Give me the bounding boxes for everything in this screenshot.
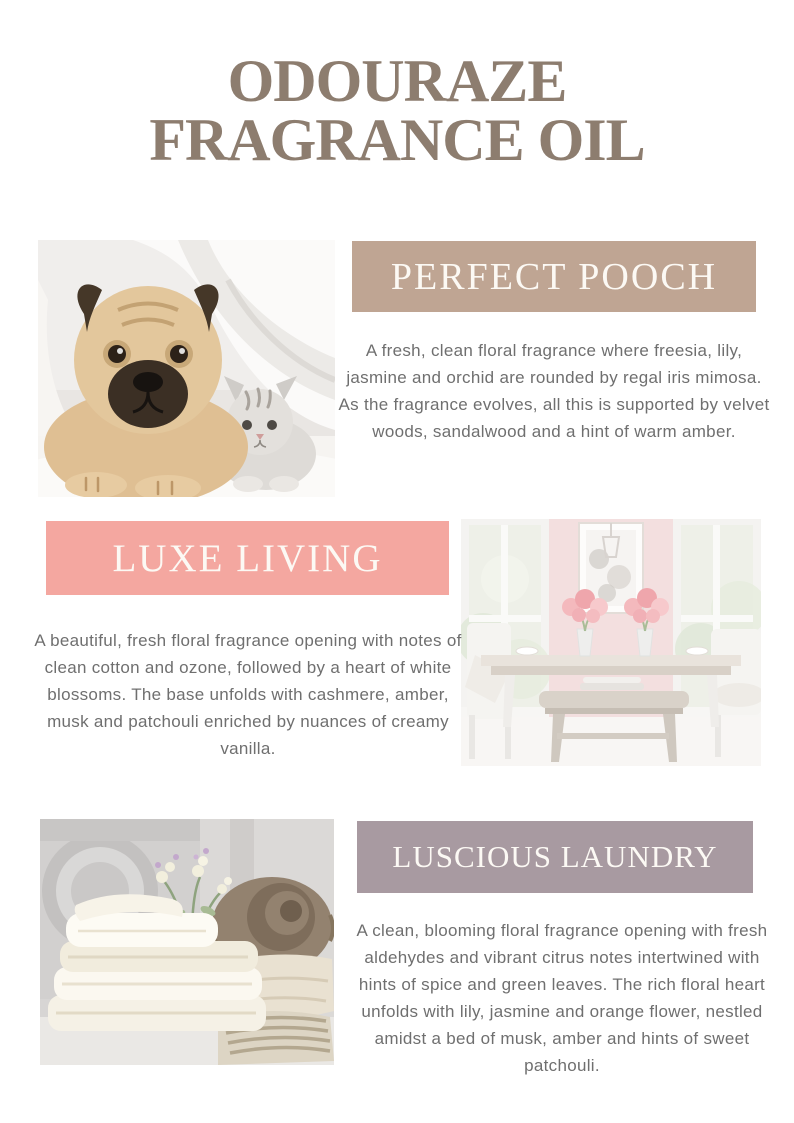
luscious-laundry-banner [357, 821, 753, 893]
perfect-pooch-description: A fresh, clean floral fragrance where freesia, lily, jasmine and orchid are rounded by regal iris mimosa. As the fragrance evolves, all this is supported by velvet woods, sandalwood and a hint of warm amber. [338, 341, 770, 441]
page-title [0, 48, 794, 173]
luxe-living-heading: LUXE LIVING [112, 536, 383, 580]
laundry-photo [40, 819, 334, 1065]
luxe-living-banner [46, 521, 449, 595]
perfect-pooch-heading: PERFECT POOCH [390, 255, 718, 298]
luscious-laundry-heading: LUSCIOUS LAUNDRY [392, 839, 718, 874]
laundry-illustration [40, 819, 334, 1065]
perfect-pooch-banner [352, 241, 756, 312]
napkin-stack [580, 677, 644, 690]
dining-room-illustration [461, 519, 761, 766]
title-line-1: ODOURAZE [227, 48, 567, 114]
pug-kitten-photo [38, 240, 335, 497]
luscious-laundry-description: A clean, blooming floral fragrance opening with fresh aldehydes and vibrant citrus notes intertwined with hints of spice and green leaves. The rich floral heart unfolds with lily, jasmine and orange flower, nestled amidst a bed of musk, amber and hints of sweet patchouli. [356, 921, 768, 1075]
luxe-living-description: A beautiful, fresh floral fragrance opening with notes of clean cotton and ozone, followed by a heart of white blossoms. The base unfolds with cashmere, amber, musk and patchouli enriched by nuances of creamy vanilla. [34, 631, 462, 758]
pug-kitten-illustration [38, 240, 335, 497]
title-line-2: FRAGRANCE OIL [149, 107, 645, 173]
dining-room-photo [461, 519, 761, 766]
